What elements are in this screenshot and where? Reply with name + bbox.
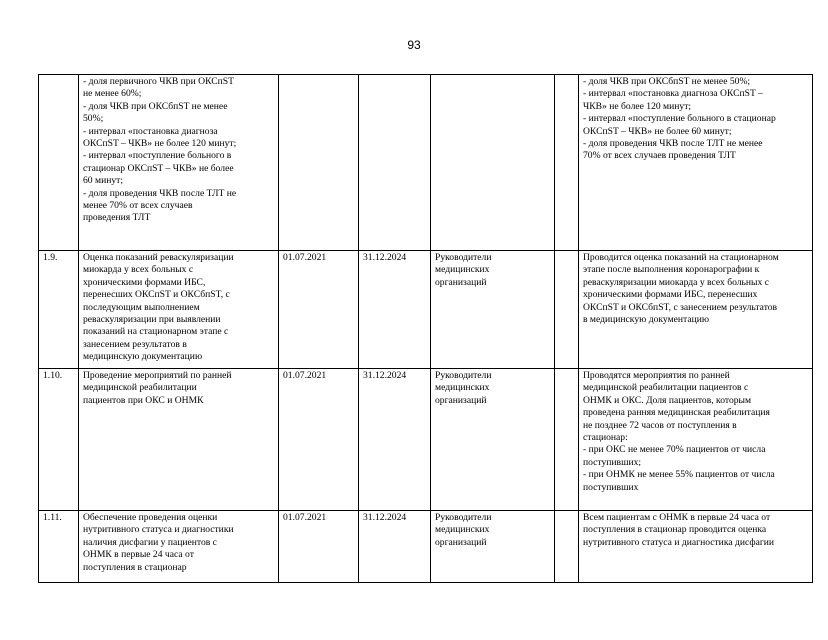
cell-start-date: 01.07.2021 bbox=[279, 511, 359, 583]
cell-activity-line: - интервал «постановка диагноза bbox=[83, 125, 218, 137]
cell-result-line: поступивших; bbox=[583, 456, 642, 468]
cell-activity-line: наличия дисфагии у пациентов с bbox=[83, 536, 217, 548]
cell-end-date: 31.12.2024 bbox=[359, 251, 431, 369]
cell-start-date: 01.07.2021 bbox=[279, 251, 359, 369]
cell-result bbox=[579, 251, 813, 369]
cell-result-line: ОНМК и ОКС. Доля пациентов, которым bbox=[583, 394, 752, 406]
cell-activity-line: 50%; bbox=[83, 113, 104, 125]
cell-responsible-line: Руководители bbox=[435, 370, 492, 381]
cell-activity bbox=[79, 75, 279, 251]
cell-result-line: - при ОКС не менее 70% пациентов от числа bbox=[583, 444, 766, 456]
cell-activity-line: - доля ЧКВ при ОКСбпST не менее bbox=[83, 100, 228, 112]
cell-result-line: Проводятся мероприятия по ранней bbox=[583, 370, 730, 381]
cell-responsible bbox=[431, 369, 555, 511]
table-row bbox=[39, 511, 813, 583]
cell-result-line: проведена ранняя медицинская реабилитация bbox=[583, 407, 770, 419]
plan-table bbox=[38, 74, 813, 583]
cell-activity-line: ОНМК в первые 24 часа от bbox=[83, 549, 194, 561]
table-row bbox=[39, 251, 813, 369]
cell-result-line: ОКСпST и ОКСбпST, с занесением результатов bbox=[583, 301, 778, 313]
cell-activity-line: стационар ОКСпST – ЧКВ» не более bbox=[83, 162, 234, 174]
cell-result-line: - интервал «постановка диагноза ОКСпST – bbox=[583, 88, 763, 100]
cell-responsible-line: Руководители bbox=[435, 512, 492, 523]
cell-number: 1.10. bbox=[39, 369, 79, 511]
cell-number: 1.11. bbox=[39, 511, 79, 583]
cell-activity bbox=[79, 251, 279, 369]
cell-result-line: стационар: bbox=[583, 432, 628, 444]
cell-empty bbox=[555, 251, 579, 369]
cell-result bbox=[579, 75, 813, 251]
cell-number bbox=[39, 75, 79, 251]
cell-result-line: - при ОНМК не менее 55% пациентов от числа bbox=[583, 469, 775, 481]
cell-activity-line: нутритивного статуса и диагностики bbox=[83, 524, 234, 536]
cell-result-line: поступления в стационар проводится оценка bbox=[583, 524, 767, 536]
cell-activity-line: поступления в стационар bbox=[83, 561, 187, 573]
cell-start-date: 01.07.2021 bbox=[279, 369, 359, 511]
cell-result-line: в медицинскую документацию bbox=[583, 314, 710, 326]
cell-result-line: не позднее 72 часов от поступления в bbox=[583, 419, 737, 431]
cell-activity bbox=[79, 369, 279, 511]
cell-result-line: Всем пациентам с ОНМК в первые 24 часа от bbox=[583, 512, 771, 523]
cell-result-line: ОКСпST – ЧКВ» не более 60 минут; bbox=[583, 125, 732, 137]
page-number: 93 bbox=[407, 38, 421, 52]
cell-activity-line: хроническими формами ИБС, bbox=[83, 276, 206, 288]
cell-responsible-line: организаций bbox=[435, 536, 487, 548]
cell-result-line: реваскуляризации миокарда у всех больных с bbox=[583, 276, 769, 288]
cell-activity-line: последующим выполнением bbox=[83, 301, 200, 313]
cell-responsible-line: медицинских bbox=[435, 264, 490, 276]
cell-result-line: нутритивного статуса и диагностика дисфагии bbox=[583, 536, 775, 548]
cell-result-line: поступивших bbox=[583, 481, 639, 493]
cell-result-line: медицинской реабилитации пациентов с bbox=[583, 382, 749, 394]
cell-activity-line: перенесших ОКСпST и ОКСбпST, с bbox=[83, 289, 230, 301]
cell-activity-line: менее 70% от всех случаев bbox=[83, 200, 193, 212]
cell-activity-line: - доля проведения ЧКВ после ТЛТ не bbox=[83, 187, 237, 199]
cell-activity-line: проведения ТЛТ bbox=[83, 212, 151, 224]
cell-activity-line: медицинской реабилитации bbox=[83, 382, 197, 394]
cell-responsible-line: организаций bbox=[435, 276, 487, 288]
cell-responsible bbox=[431, 511, 555, 583]
cell-responsible-line: медицинских bbox=[435, 524, 490, 536]
cell-activity-line: показаний на стационарном этапе с bbox=[83, 326, 229, 338]
cell-empty bbox=[555, 75, 579, 251]
cell-responsible-line: организаций bbox=[435, 394, 487, 406]
cell-responsible bbox=[431, 251, 555, 369]
cell-activity-line: - интервал «поступление больного в bbox=[83, 150, 232, 162]
cell-activity-line: миокарда у всех больных с bbox=[83, 264, 194, 276]
cell-responsible bbox=[431, 75, 555, 251]
cell-result-line: хроническими формами ИБС, перенесших bbox=[583, 289, 758, 301]
table-row bbox=[39, 369, 813, 511]
cell-activity-line: Оценка показаний реваскуляризации bbox=[83, 252, 234, 263]
cell-result-line: - доля проведения ЧКВ после ТЛТ не менее bbox=[583, 138, 763, 150]
cell-result-line: ЧКВ» не более 120 минут; bbox=[583, 100, 692, 112]
cell-result-line: этапе после выполнения коронарографии к bbox=[583, 264, 760, 276]
cell-number: 1.9. bbox=[39, 251, 79, 369]
cell-start-date bbox=[279, 75, 359, 251]
cell-activity-line: ОКСпST – ЧКВ» не более 120 минут; bbox=[83, 138, 237, 150]
cell-result bbox=[579, 511, 813, 583]
cell-result-line: Проводится оценка показаний на стационарном bbox=[583, 252, 779, 263]
cell-activity-line: не менее 60%; bbox=[83, 88, 142, 100]
cell-activity bbox=[79, 511, 279, 583]
cell-responsible-line: Руководители bbox=[435, 252, 492, 263]
cell-result-line: - интервал «поступление больного в стационар bbox=[583, 113, 776, 125]
cell-end-date: 31.12.2024 bbox=[359, 369, 431, 511]
cell-result-line: 70% от всех случаев проведения ТЛТ bbox=[583, 150, 736, 162]
cell-activity-line: занесением результатов в bbox=[83, 338, 187, 350]
cell-end-date bbox=[359, 75, 431, 251]
cell-activity-line: Обеспечение проведения оценки bbox=[83, 512, 218, 523]
cell-activity-line: медицинскую документацию bbox=[83, 351, 203, 363]
cell-activity-line: реваскуляризации при выявлении bbox=[83, 314, 221, 326]
cell-result-line: - доля ЧКВ при ОКСбпST не менее 50%; bbox=[583, 76, 751, 87]
cell-activity-line: Проведение мероприятий по ранней bbox=[83, 370, 232, 381]
cell-activity-line: 60 минут; bbox=[83, 175, 123, 187]
cell-empty bbox=[555, 511, 579, 583]
cell-responsible-line: медицинских bbox=[435, 382, 490, 394]
table-row bbox=[39, 75, 813, 251]
cell-activity-line: - доля первичного ЧКВ при ОКСпST bbox=[83, 76, 234, 87]
cell-end-date: 31.12.2024 bbox=[359, 511, 431, 583]
cell-result bbox=[579, 369, 813, 511]
cell-activity-line: пациентов при ОКС и ОНМК bbox=[83, 394, 204, 406]
cell-empty bbox=[555, 369, 579, 511]
